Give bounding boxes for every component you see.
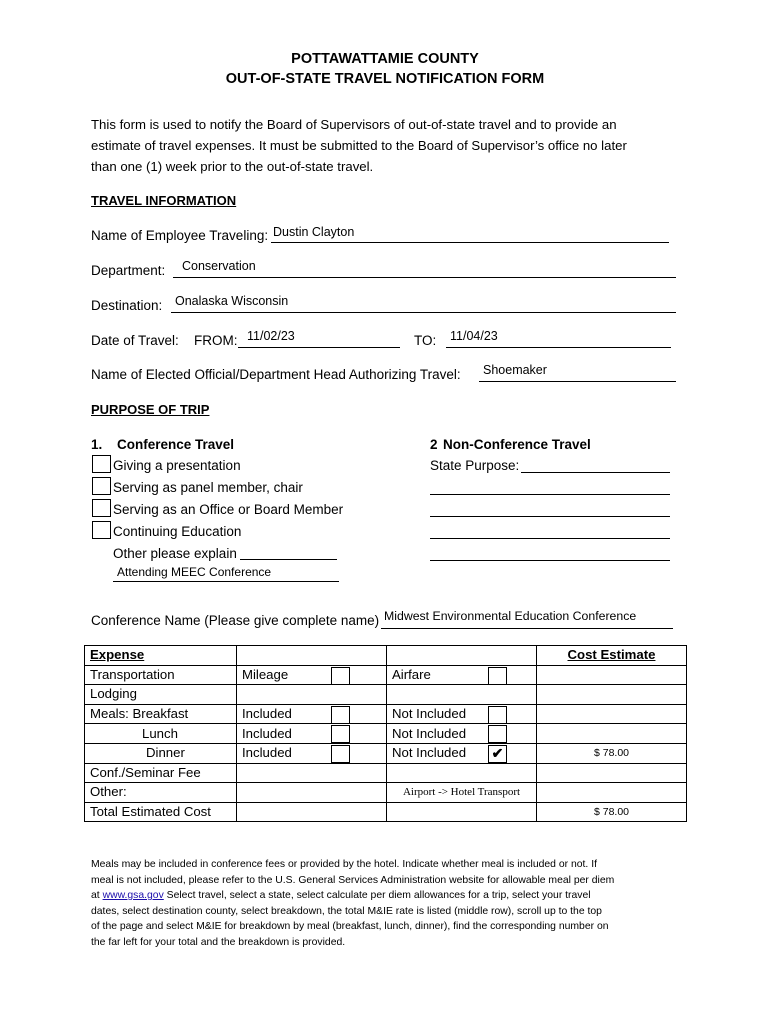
- intro-line: This form is used to notify the Board of Supervisors of out-of-state travel and to provide an: [91, 117, 617, 132]
- employee-label: Name of Employee Traveling:: [91, 228, 269, 243]
- footnote-text: Select travel, select a state, select calculate per diem allowances for a trip, select your travel: [163, 890, 591, 902]
- purpose-heading: PURPOSE OF TRIP: [91, 402, 210, 417]
- dinner-cost-field[interactable]: $ 78.00: [537, 743, 687, 763]
- airfare-cell: [387, 665, 537, 685]
- travel-info-heading: TRAVEL INFORMATION: [91, 193, 237, 208]
- table-row: [85, 802, 687, 822]
- department-underline: [173, 277, 676, 278]
- other-explain-underline: [240, 559, 337, 560]
- lunch-cost-field[interactable]: [537, 724, 687, 744]
- breakfast-not-included-checkbox[interactable]: [488, 706, 507, 724]
- department-label: Department:: [91, 263, 166, 278]
- meals-footnote: [91, 857, 681, 951]
- footnote-line: meal is not included, please refer to the U.S. General Services Administration website for allowable meal per diem: [91, 874, 615, 886]
- from-label: FROM:: [194, 333, 238, 348]
- state-purpose-line-4[interactable]: [430, 538, 670, 539]
- table-row: [85, 763, 687, 783]
- gsa-link[interactable]: www.gsa.gov: [102, 890, 164, 902]
- airfare-label: Airfare: [392, 666, 431, 682]
- table-cell: [237, 646, 387, 666]
- lunch-included-checkbox[interactable]: [331, 725, 350, 743]
- dinner-not-included-cell: [387, 743, 537, 763]
- panel-member-checkbox[interactable]: [92, 477, 111, 495]
- breakfast-cost-field[interactable]: [537, 704, 687, 724]
- included-label: Included: [242, 706, 292, 722]
- intro-line: than one (1) week prior to the out-of-state travel.: [91, 159, 374, 174]
- destination-field[interactable]: Onalaska Wisconsin: [175, 294, 289, 308]
- board-member-checkbox[interactable]: [92, 499, 111, 517]
- mileage-label: Mileage: [242, 666, 289, 682]
- conference-name-field[interactable]: Midwest Environmental Education Conference: [384, 609, 637, 623]
- footnote-line: of the page and select M&IE for breakdown by meal (breakfast, lunch, dinner), find the corresponding number on: [91, 921, 609, 933]
- footnote-line: [91, 888, 681, 904]
- state-purpose-label: State Purpose:: [430, 458, 520, 473]
- to-label: TO:: [414, 333, 437, 348]
- breakfast-included-cell: [237, 704, 387, 724]
- conference-number: 1.: [91, 437, 103, 452]
- total-cost-label: Total Estimated Cost: [85, 802, 237, 822]
- employee-underline: [271, 242, 669, 243]
- not-included-label: Not Included: [392, 745, 467, 761]
- table-cell: [387, 685, 537, 705]
- dinner-not-included-checkbox[interactable]: ✔: [488, 745, 507, 763]
- expense-header: Expense: [85, 646, 237, 666]
- lunch-label: Lunch: [85, 724, 237, 744]
- conference-name-label: Conference Name (Please give complete name): [91, 613, 380, 628]
- dinner-label: Dinner: [85, 743, 237, 763]
- destination-label: Destination:: [91, 298, 163, 313]
- state-purpose-field[interactable]: [521, 472, 670, 473]
- included-label: Included: [242, 725, 292, 741]
- intro-paragraph: [91, 114, 691, 177]
- conf-fee-cost-field[interactable]: [537, 763, 687, 783]
- state-purpose-line-3[interactable]: [430, 516, 670, 517]
- nonconference-number: 2: [430, 437, 438, 452]
- breakfast-included-checkbox[interactable]: [331, 706, 350, 724]
- lunch-included-cell: [237, 724, 387, 744]
- other-explain-field[interactable]: Attending MEEC Conference: [117, 565, 272, 579]
- airfare-checkbox[interactable]: [488, 667, 507, 685]
- table-row: [85, 685, 687, 705]
- state-purpose-line-2[interactable]: [430, 494, 670, 495]
- expense-table: [84, 645, 687, 822]
- lunch-not-included-cell: [387, 724, 537, 744]
- dinner-included-checkbox[interactable]: [331, 745, 350, 763]
- lunch-not-included-checkbox[interactable]: [488, 725, 507, 743]
- conf-fee-label: Conf./Seminar Fee: [85, 763, 237, 783]
- transportation-label: Transportation: [85, 665, 237, 685]
- table-row: [85, 783, 687, 803]
- table-cell: [237, 685, 387, 705]
- authorizer-label: Name of Elected Official/Department Head Authorizing Travel:: [91, 367, 461, 382]
- mileage-checkbox[interactable]: [331, 667, 350, 685]
- dinner-included-cell: [237, 743, 387, 763]
- nonconference-heading: Non-Conference Travel: [443, 437, 591, 452]
- table-row: [85, 743, 687, 763]
- employee-field[interactable]: Dustin Clayton: [273, 225, 355, 239]
- county-title: POTTAWATTAMIE COUNTY: [291, 51, 479, 67]
- total-cost-field[interactable]: $ 78.00: [537, 802, 687, 822]
- authorizer-underline: [479, 381, 676, 382]
- table-row: [85, 665, 687, 685]
- table-cell: [387, 646, 537, 666]
- other-description-field[interactable]: Airport -> Hotel Transport: [387, 783, 537, 803]
- conference-name-underline: [381, 628, 673, 629]
- from-underline: [238, 347, 400, 348]
- table-row: [85, 704, 687, 724]
- table-row: [85, 724, 687, 744]
- table-cell: [237, 802, 387, 822]
- footnote-line: the far left for your total and the breakdown is provided.: [91, 936, 346, 948]
- to-underline: [446, 347, 671, 348]
- presentation-label: Giving a presentation: [113, 458, 241, 473]
- department-field[interactable]: Conservation: [182, 259, 256, 273]
- footnote-line: Meals may be included in conference fees or provided by the hotel. Indicate whether meal is included or not. If: [91, 859, 597, 870]
- cost-estimate-header: Cost Estimate: [537, 646, 687, 666]
- continuing-education-label: Continuing Education: [113, 524, 242, 539]
- breakfast-label: Meals: Breakfast: [85, 704, 237, 724]
- transportation-cost-field[interactable]: [537, 665, 687, 685]
- presentation-checkbox[interactable]: [92, 455, 111, 473]
- date-label: Date of Travel:: [91, 333, 179, 348]
- table-cell: [237, 783, 387, 803]
- intro-line: estimate of travel expenses. It must be submitted to the Board of Supervisor’s office no later: [91, 138, 627, 153]
- to-date-field[interactable]: 11/04/23: [450, 329, 498, 343]
- lodging-cost-field[interactable]: [537, 685, 687, 705]
- table-row: [85, 646, 687, 666]
- other-cost-field[interactable]: [537, 783, 687, 803]
- continuing-education-checkbox[interactable]: [92, 521, 111, 539]
- form-title: OUT-OF-STATE TRAVEL NOTIFICATION FORM: [225, 71, 545, 87]
- mileage-cell: [237, 665, 387, 685]
- from-date-field[interactable]: 11/02/23: [247, 329, 295, 343]
- panel-member-label: Serving as panel member, chair: [113, 480, 303, 495]
- table-cell: [237, 763, 387, 783]
- breakfast-not-included-cell: [387, 704, 537, 724]
- footnote-text: at: [91, 890, 103, 902]
- table-cell: [387, 802, 537, 822]
- other-label: Other:: [85, 783, 237, 803]
- table-cell: [387, 763, 537, 783]
- authorizer-field[interactable]: Shoemaker: [483, 363, 547, 377]
- other-explain-label: Other please explain: [113, 546, 237, 561]
- not-included-label: Not Included: [392, 706, 467, 722]
- included-label: Included: [242, 745, 292, 761]
- lodging-label: Lodging: [85, 685, 237, 705]
- state-purpose-line-5[interactable]: [430, 560, 670, 561]
- not-included-label: Not Included: [392, 725, 467, 741]
- conference-travel-heading: Conference Travel: [117, 437, 235, 452]
- destination-underline: [171, 312, 676, 313]
- board-member-label: Serving as an Office or Board Member: [113, 502, 344, 517]
- other-explain-underline-2: [113, 581, 339, 582]
- footnote-line: dates, select destination county, select breakdown, the total M&IE rate is listed (middle row), scroll up to the top: [91, 905, 602, 917]
